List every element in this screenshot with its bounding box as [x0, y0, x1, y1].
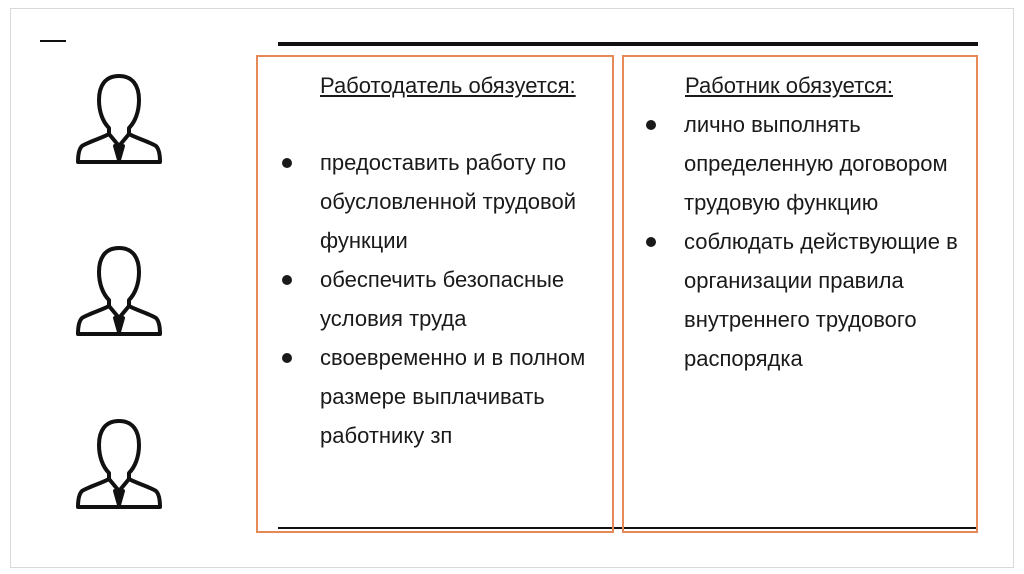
dash-mark: [40, 40, 66, 42]
bullet-icon: [646, 237, 656, 247]
bullet-icon: [282, 353, 292, 363]
list-item-text: своевременно и в полном размере выплачивать работнику зп: [320, 345, 586, 448]
list-item: [642, 222, 974, 378]
list-item: [278, 143, 610, 260]
employee-column: [622, 55, 978, 533]
employer-list: [278, 143, 610, 455]
list-item-text: предоставить работу по обусловленной трудовой функции: [320, 150, 576, 253]
person-icon: [74, 72, 164, 167]
list-item: [278, 338, 610, 455]
employer-heading: Работодатель обязуется:: [320, 73, 576, 98]
bullet-icon: [282, 158, 292, 168]
list-item-text: лично выполнять определенную договором трудовую функцию: [684, 112, 948, 215]
list-item: [278, 260, 610, 338]
employer-column: [256, 55, 614, 533]
list-item: [642, 105, 974, 222]
bullet-icon: [646, 120, 656, 130]
bullet-icon: [282, 275, 292, 285]
employee-heading: Работник обязуется:: [685, 73, 894, 98]
list-item-text: обеспечить безопасные условия труда: [320, 267, 565, 331]
person-icon: [74, 244, 164, 339]
list-item-text: соблюдать действующие в организации правила внутреннего трудового распорядка: [684, 229, 958, 371]
employee-list: [642, 105, 974, 378]
top-rule: [278, 42, 978, 46]
person-icon: [74, 417, 164, 512]
